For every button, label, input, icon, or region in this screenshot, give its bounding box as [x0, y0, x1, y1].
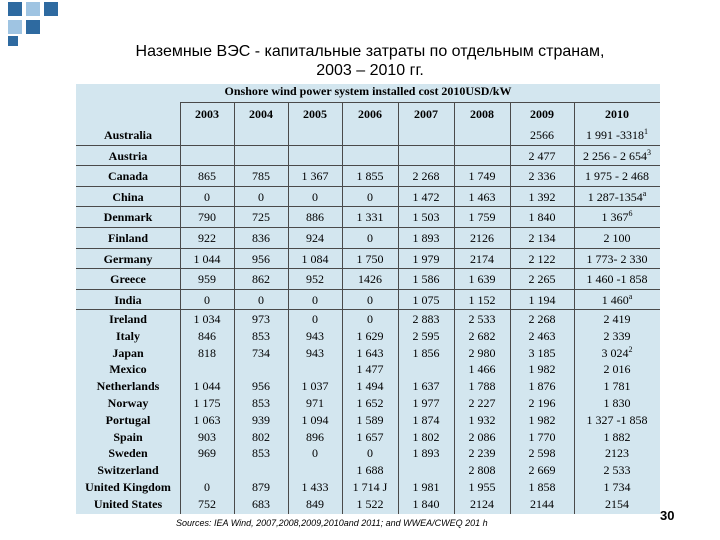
footnote-marker: a: [642, 188, 647, 198]
value-cell: 785: [252, 169, 270, 184]
value-cell: 1 882: [603, 429, 631, 444]
value-cell: 1 876: [528, 379, 556, 394]
value-cell: 1 503: [412, 210, 440, 225]
value-cell: 2 268: [412, 169, 440, 184]
value-cell: 1 657: [356, 429, 384, 444]
value-cell: 3 185: [528, 345, 556, 360]
value-cell: 1426: [358, 272, 382, 287]
value-cell: 1 773- 2 330: [586, 251, 648, 266]
value-cell: 2 336: [528, 169, 556, 184]
value-cell: 790: [198, 210, 216, 225]
value-cell: 0: [367, 231, 373, 245]
value-cell: 1 327 -1 858: [586, 412, 648, 427]
slide-title-line2: 2003 – 2010 гг.: [316, 62, 424, 79]
value-cell: 879: [252, 480, 270, 494]
value-cell: 0: [367, 292, 373, 307]
value-cell: 1 522: [356, 496, 384, 511]
value-cell: 2 268: [528, 312, 556, 326]
grid-line: [180, 102, 660, 103]
value-cell: 2 265: [528, 272, 556, 287]
country-cell: China: [112, 189, 144, 204]
footnote-marker: 3: [647, 147, 651, 157]
value-cell: 903: [198, 429, 216, 444]
grid-line: [76, 186, 660, 187]
value-cell: 2144: [530, 496, 554, 511]
value-cell: 1 893: [412, 446, 440, 461]
value-cell: 0: [312, 189, 318, 204]
value-cell: 853: [252, 328, 270, 343]
value-cell: 2 598: [528, 446, 556, 461]
year-header: 2009: [530, 107, 554, 121]
value-cell: 0: [367, 189, 373, 204]
country-cell: Finland: [107, 231, 149, 245]
value-cell: 1 975 - 2 468: [585, 169, 649, 184]
value-cell: 0: [367, 312, 373, 326]
footnote-marker: 6: [628, 209, 633, 219]
value-cell: 2 682: [468, 328, 496, 343]
page-number: 30: [660, 508, 675, 523]
value-cell: 1 084: [301, 251, 329, 266]
value-cell: 1 287-1354$^a$: [587, 188, 647, 204]
value-cell: 1 494: [356, 379, 384, 394]
value-cell: 973: [252, 312, 270, 326]
country-cell: Denmark: [103, 210, 153, 225]
value-cell: 1 466: [468, 362, 496, 377]
value-cell: 1 734: [603, 480, 631, 494]
grid-line: [76, 165, 660, 166]
value-cell: 2 883: [412, 312, 440, 326]
value-cell: 1 639: [468, 272, 496, 287]
value-cell: 1 652: [356, 396, 384, 410]
value-cell: 1 175: [193, 396, 221, 410]
value-cell: 2 595: [412, 328, 440, 343]
value-cell: 1 855: [356, 169, 384, 184]
country-cell: Sweden: [108, 446, 148, 461]
value-cell: 1 094: [301, 412, 329, 427]
value-cell: 971: [306, 396, 324, 410]
country-cell: Norway: [107, 396, 149, 410]
value-cell: 952: [306, 272, 324, 287]
value-cell: 2 256 - 2 $654^3$: [583, 147, 651, 163]
value-cell: 846: [198, 328, 216, 343]
footnote-marker: 1: [644, 127, 648, 136]
value-cell: 924: [306, 231, 324, 245]
value-cell: 1 463: [468, 189, 496, 204]
grid-line: [76, 145, 660, 146]
value-cell: 1 840: [412, 496, 440, 511]
value-cell: 0: [258, 189, 264, 204]
value-cell: 2 086: [468, 429, 496, 444]
country-cell: Greece: [110, 272, 146, 287]
value-cell: 1 714 J: [352, 480, 388, 494]
country-cell: Italy: [116, 328, 140, 343]
value-cell: 2 016: [603, 362, 631, 377]
value-cell: 734: [252, 345, 270, 360]
value-cell: 1 749: [468, 169, 496, 184]
value-cell: 1 472: [412, 189, 440, 204]
grid-line: [76, 289, 660, 290]
value-cell: 1 770: [528, 429, 556, 444]
value-cell: 1 982: [528, 412, 556, 427]
country-cell: Netherlands: [96, 379, 160, 394]
value-cell: 1 063: [193, 412, 221, 427]
country-cell: India: [114, 292, 142, 307]
value-cell: 959: [198, 272, 216, 287]
value-cell: 0: [204, 189, 210, 204]
value-cell: 849: [306, 496, 324, 511]
value-cell: 0: [258, 292, 264, 307]
country-cell: Canada: [107, 169, 148, 184]
value-cell: 896: [306, 429, 324, 444]
value-cell: 1 194: [528, 292, 556, 307]
value-cell: 3 $024^2$: [601, 344, 633, 360]
value-cell: 1 991 -3318$^1$: [586, 127, 648, 142]
value-cell: 1 589: [356, 412, 384, 427]
value-cell: 853: [252, 446, 270, 461]
grid-line: [76, 268, 660, 269]
value-cell: 2 533: [468, 312, 496, 326]
value-cell: 956: [252, 251, 270, 266]
value-cell: 0: [312, 292, 318, 307]
value-cell: 0: [312, 446, 318, 461]
country-cell: Mexico: [109, 362, 147, 377]
country-cell: Spain: [113, 429, 143, 444]
value-cell: 2 533: [603, 463, 631, 478]
value-cell: 969: [198, 446, 216, 461]
value-cell: 1 781: [603, 379, 631, 394]
value-cell: 802: [252, 429, 270, 444]
value-cell: 2124: [470, 496, 494, 511]
value-cell: 2 463: [528, 328, 556, 343]
value-cell: 818: [198, 345, 216, 360]
value-cell: 2 339: [603, 328, 631, 343]
value-cell: 1 830: [603, 396, 631, 410]
value-cell: 922: [198, 231, 216, 245]
value-cell: 1 643: [356, 345, 384, 360]
value-cell: 0: [204, 480, 210, 494]
value-cell: 1 977: [412, 396, 440, 410]
value-cell: 1 331: [356, 210, 384, 225]
year-header: 2006: [358, 107, 382, 121]
value-cell: 2 419: [603, 312, 631, 326]
value-cell: 0: [367, 446, 373, 461]
value-cell: 1 979: [412, 251, 440, 266]
value-cell: 1 637: [412, 379, 440, 394]
country-cell: Germany: [103, 251, 153, 266]
value-cell: 2 477: [528, 148, 556, 163]
value-cell: 1 750: [356, 251, 384, 266]
value-cell: 1 367: [301, 169, 329, 184]
country-cell: Japan: [112, 345, 144, 360]
value-cell: 725: [252, 210, 270, 225]
value-cell: 2 122: [528, 251, 556, 266]
value-cell: 0: [312, 312, 318, 326]
value-cell: 1 802: [412, 429, 440, 444]
slide-title-line1: Наземные ВЭС - капитальные затраты по отдельным странам,: [135, 43, 605, 60]
year-header: 2010: [605, 107, 629, 121]
value-cell: 939: [252, 412, 270, 427]
value-cell: 2 239: [468, 446, 496, 461]
value-cell: 1 075: [412, 292, 440, 307]
value-cell: 1 858: [528, 480, 556, 494]
value-cell: 1 759: [468, 210, 496, 225]
value-cell: 683: [252, 496, 270, 511]
year-header: 2005: [303, 107, 327, 121]
country-cell: Austria: [108, 148, 148, 163]
value-cell: 865: [198, 169, 216, 184]
value-cell: 2 100: [603, 231, 631, 245]
value-cell: 1 893: [412, 231, 440, 245]
year-header: 2003: [195, 107, 219, 121]
value-cell: 2 980: [468, 345, 496, 360]
value-cell: 943: [306, 328, 324, 343]
value-cell: 1 856: [412, 345, 440, 360]
value-cell: 1 433: [301, 480, 329, 494]
value-cell: 836: [252, 231, 270, 245]
year-header: 2004: [249, 107, 273, 121]
value-cell: 1 788: [468, 379, 496, 394]
footnote-marker: a: [628, 291, 633, 301]
value-cell: 956: [252, 379, 270, 394]
table-title: Onshore wind power system installed cost 2010USD/kW: [224, 84, 512, 98]
value-cell: 1 044: [193, 379, 221, 394]
value-cell: 1 460$^a$: [601, 291, 633, 307]
value-cell: 2 196: [528, 396, 556, 410]
value-cell: 1 $367^6$: [601, 209, 633, 225]
value-cell: 1 981: [412, 480, 440, 494]
value-cell: 1 840: [528, 210, 556, 225]
value-cell: 1 688: [356, 463, 384, 478]
grid-line: [76, 227, 660, 228]
value-cell: 1 586: [412, 272, 440, 287]
sources-note: Sources: IEA Wind, 2007,2008,2009,2010and 2011; and WWEA/CWEQ 201 h: [176, 518, 488, 528]
value-cell: 1 044: [193, 251, 221, 266]
value-cell: 2 134: [528, 231, 556, 245]
value-cell: 862: [252, 272, 270, 287]
value-cell: 1 392: [528, 189, 556, 204]
value-cell: 1 955: [468, 480, 496, 494]
value-cell: 2123: [605, 446, 629, 461]
value-cell: 1 477: [356, 362, 384, 377]
country-cell: Switzerland: [97, 463, 159, 478]
value-cell: 1 982: [528, 362, 556, 377]
year-header: 2008: [470, 107, 494, 121]
country-cell: Portugal: [105, 412, 151, 427]
value-cell: 2 808: [468, 463, 496, 478]
value-cell: 0: [204, 292, 210, 307]
value-cell: 2154: [605, 496, 629, 511]
value-cell: 1 037: [301, 379, 329, 394]
value-cell: 1 034: [193, 312, 221, 326]
country-cell: Ireland: [109, 312, 147, 326]
cost-table: [76, 84, 660, 514]
value-cell: 886: [306, 210, 324, 225]
value-cell: 853: [252, 396, 270, 410]
grid-line: [76, 206, 660, 207]
value-cell: 943: [306, 345, 324, 360]
value-cell: 1 460 -1 858: [586, 272, 648, 287]
country-cell: United States: [93, 496, 163, 511]
value-cell: 2126: [470, 231, 494, 245]
value-cell: 1 152: [468, 292, 496, 307]
value-cell: 2566: [530, 128, 554, 142]
value-cell: 752: [198, 496, 216, 511]
value-cell: 1 874: [412, 412, 440, 427]
footnote-marker: 2: [628, 344, 633, 354]
slide-title: [60, 42, 680, 80]
value-cell: 2 669: [528, 463, 556, 478]
value-cell: 2174: [470, 251, 494, 266]
year-header: 2007: [414, 107, 438, 121]
grid-line: [76, 248, 660, 249]
country-cell: Australia: [104, 128, 152, 142]
value-cell: 2 227: [468, 396, 496, 410]
value-cell: 1 629: [356, 328, 384, 343]
value-cell: 1 932: [468, 412, 496, 427]
country-cell: United Kingdom: [85, 480, 171, 494]
